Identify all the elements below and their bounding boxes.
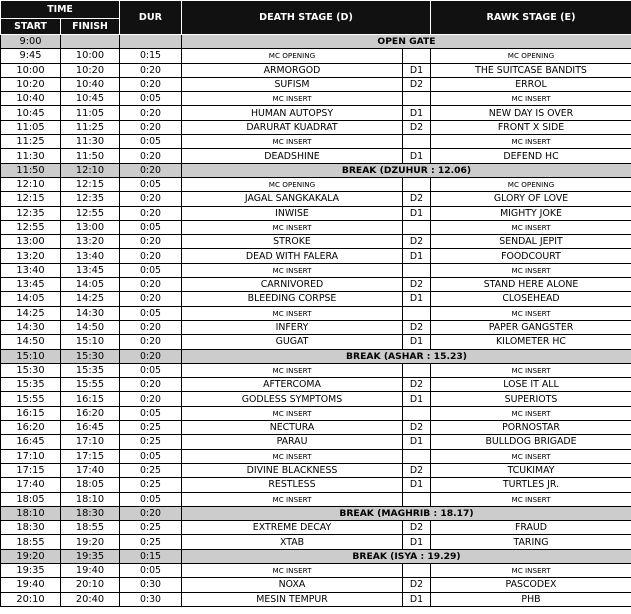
finish-time-cell: 16:20	[61, 406, 120, 420]
stage-slot-cell: D1	[403, 106, 431, 120]
rawk-stage-act-cell: TURTLES JR.	[431, 478, 631, 492]
stage-slot-cell: D2	[403, 278, 431, 292]
finish-time-cell: 16:15	[61, 392, 120, 406]
table-row	[1, 435, 631, 449]
duration-cell: 0:05	[120, 135, 182, 149]
break-label-cell: BREAK (ASHAR : 15.23)	[182, 349, 631, 363]
finish-time-cell: 10:45	[61, 92, 120, 106]
death-stage-act-cell: HUMAN AUTOPSY	[182, 106, 403, 120]
finish-time-cell: 17:15	[61, 449, 120, 463]
stage-slot-cell	[403, 306, 431, 320]
death-stage-act-cell: AFTERCOMA	[182, 378, 403, 392]
finish-time-cell: 14:50	[61, 320, 120, 334]
duration-cell: 0:30	[120, 592, 182, 606]
stage-slot-cell: D2	[403, 192, 431, 206]
start-time-cell: 12:10	[1, 177, 61, 191]
finish-time-cell: 15:35	[61, 363, 120, 377]
rawk-stage-act-cell: PHB	[431, 592, 631, 606]
finish-time-cell: 10:00	[61, 49, 120, 63]
finish-time-cell: 14:05	[61, 278, 120, 292]
rawk-stage-act-cell: MC INSERT	[431, 406, 631, 420]
finish-time-cell: 18:30	[61, 506, 120, 520]
table-row	[1, 592, 631, 606]
table-row	[1, 49, 631, 63]
death-stage-act-cell: MESIN TEMPUR	[182, 592, 403, 606]
finish-time-cell: 18:05	[61, 478, 120, 492]
death-stage-act-cell: SUFISM	[182, 77, 403, 91]
stage-slot-cell: D2	[403, 578, 431, 592]
duration-cell: 0:05	[120, 363, 182, 377]
death-stage-act-cell: INFERY	[182, 320, 403, 334]
finish-time-cell: 11:25	[61, 120, 120, 134]
rawk-stage-act-cell: GLORY OF LOVE	[431, 192, 631, 206]
finish-time-cell: 13:00	[61, 220, 120, 234]
stage-slot-cell: D1	[403, 149, 431, 163]
start-time-cell: 12:15	[1, 192, 61, 206]
start-time-cell: 13:00	[1, 235, 61, 249]
finish-time-cell: 12:15	[61, 177, 120, 191]
start-header: START	[1, 19, 61, 35]
start-time-cell: 14:30	[1, 320, 61, 334]
rawk-stage-act-cell: PAPER GANGSTER	[431, 320, 631, 334]
rawk-stage-act-cell: SUPERIOTS	[431, 392, 631, 406]
table-row	[1, 149, 631, 163]
rawk-stage-act-cell: MC INSERT	[431, 563, 631, 577]
table-row	[1, 563, 631, 577]
rawk-stage-act-cell: CLOSEHEAD	[431, 292, 631, 306]
stage-slot-cell: D1	[403, 63, 431, 77]
death-stage-act-cell: PARAU	[182, 435, 403, 449]
start-time-cell: 20:10	[1, 592, 61, 606]
duration-cell: 0:20	[120, 378, 182, 392]
break-row	[1, 35, 631, 49]
rawk-stage-act-cell: NEW DAY IS OVER	[431, 106, 631, 120]
rawk-stage-act-cell: THE SUITCASE BANDITS	[431, 63, 631, 77]
table-row	[1, 63, 631, 77]
start-time-cell: 16:15	[1, 406, 61, 420]
rawk-stage-act-cell: MC INSERT	[431, 449, 631, 463]
duration-cell: 0:05	[120, 177, 182, 191]
finish-time-cell: 13:45	[61, 263, 120, 277]
start-time-cell: 11:25	[1, 135, 61, 149]
rawk-stage-act-cell: TARING	[431, 535, 631, 549]
start-time-cell: 18:30	[1, 521, 61, 535]
finish-time-cell: 10:20	[61, 63, 120, 77]
duration-cell: 0:05	[120, 563, 182, 577]
stage-slot-cell	[403, 220, 431, 234]
rawk-stage-act-cell: FOODCOURT	[431, 249, 631, 263]
table-row	[1, 106, 631, 120]
death-stage-act-cell: EXTREME DECAY	[182, 521, 403, 535]
duration-cell: 0:20	[120, 192, 182, 206]
finish-time-cell: 17:10	[61, 435, 120, 449]
table-row	[1, 278, 631, 292]
start-time-cell: 19:20	[1, 549, 61, 563]
start-time-cell: 11:50	[1, 163, 61, 177]
death-stage-act-cell: MC INSERT	[182, 492, 403, 506]
death-stage-act-cell: STROKE	[182, 235, 403, 249]
duration-cell: 0:05	[120, 220, 182, 234]
duration-cell: 0:05	[120, 406, 182, 420]
finish-time-cell: 15:30	[61, 349, 120, 363]
death-stage-act-cell: NOXA	[182, 578, 403, 592]
duration-cell: 0:05	[120, 306, 182, 320]
start-time-cell: 18:05	[1, 492, 61, 506]
stage-slot-cell: D1	[403, 435, 431, 449]
start-time-cell: 17:40	[1, 478, 61, 492]
table-row	[1, 406, 631, 420]
rawk-stage-act-cell: TCUKIMAY	[431, 463, 631, 477]
start-time-cell: 10:20	[1, 77, 61, 91]
finish-time-cell: 11:30	[61, 135, 120, 149]
duration-cell: 0:20	[120, 206, 182, 220]
death-stage-act-cell: DEAD WITH FALERA	[182, 249, 403, 263]
start-time-cell: 9:00	[1, 35, 61, 49]
death-stage-act-cell: MC INSERT	[182, 92, 403, 106]
finish-time-cell: 17:40	[61, 463, 120, 477]
finish-time-cell: 20:40	[61, 592, 120, 606]
stage-slot-cell: D2	[403, 521, 431, 535]
finish-time-cell: 14:25	[61, 292, 120, 306]
finish-time-cell: 19:35	[61, 549, 120, 563]
start-time-cell: 16:45	[1, 435, 61, 449]
death-stage-act-cell: DEADSHINE	[182, 149, 403, 163]
table-row	[1, 492, 631, 506]
table-row	[1, 363, 631, 377]
death-stage-act-cell: ARMORGOD	[182, 63, 403, 77]
rawk-stage-act-cell: PORNOSTAR	[431, 421, 631, 435]
death-stage-act-cell: DIVINE BLACKNESS	[182, 463, 403, 477]
duration-cell: 0:20	[120, 149, 182, 163]
death-stage-act-cell: RESTLESS	[182, 478, 403, 492]
death-stage-act-cell: XTAB	[182, 535, 403, 549]
table-row	[1, 449, 631, 463]
finish-time-cell: 11:05	[61, 106, 120, 120]
stage-slot-cell: D1	[403, 249, 431, 263]
table-row	[1, 378, 631, 392]
stage-slot-cell: D1	[403, 292, 431, 306]
start-time-cell: 19:35	[1, 563, 61, 577]
death-stage-act-cell: MC INSERT	[182, 263, 403, 277]
finish-time-cell: 15:10	[61, 335, 120, 349]
stage-slot-cell	[403, 492, 431, 506]
start-time-cell: 18:55	[1, 535, 61, 549]
duration-cell: 0:20	[120, 349, 182, 363]
start-time-cell: 18:10	[1, 506, 61, 520]
start-time-cell: 12:35	[1, 206, 61, 220]
rawk-stage-act-cell: MC INSERT	[431, 220, 631, 234]
duration-cell	[120, 35, 182, 49]
duration-cell: 0:20	[120, 392, 182, 406]
duration-cell: 0:15	[120, 49, 182, 63]
table-row	[1, 177, 631, 191]
duration-cell: 0:25	[120, 535, 182, 549]
death-stage-act-cell: MC INSERT	[182, 220, 403, 234]
rawk-stage-act-cell: MC INSERT	[431, 363, 631, 377]
rawk-stage-act-cell: MC INSERT	[431, 92, 631, 106]
table-row	[1, 235, 631, 249]
finish-time-cell: 13:20	[61, 235, 120, 249]
table-row	[1, 220, 631, 234]
stage-slot-cell	[403, 135, 431, 149]
finish-time-cell: 14:30	[61, 306, 120, 320]
finish-time-cell: 11:50	[61, 149, 120, 163]
break-row	[1, 549, 631, 563]
rawk-stage-act-cell: BULLDOG BRIGADE	[431, 435, 631, 449]
break-label-cell: OPEN GATE	[182, 35, 631, 49]
table-row	[1, 335, 631, 349]
duration-cell: 0:20	[120, 278, 182, 292]
duration-cell: 0:05	[120, 92, 182, 106]
duration-cell: 0:05	[120, 492, 182, 506]
table-row	[1, 320, 631, 334]
finish-time-cell: 10:40	[61, 77, 120, 91]
death-stage-act-cell: MC INSERT	[182, 449, 403, 463]
stage-slot-cell: D2	[403, 320, 431, 334]
break-label-cell: BREAK (MAGHRIB : 18.17)	[182, 506, 631, 520]
stage-slot-cell	[403, 92, 431, 106]
start-time-cell: 9:45	[1, 49, 61, 63]
stage-slot-cell: D1	[403, 206, 431, 220]
rawk-stage-act-cell: DEFEND HC	[431, 149, 631, 163]
duration-cell: 0:05	[120, 263, 182, 277]
stage-slot-cell	[403, 563, 431, 577]
rawk-stage-act-cell: MC INSERT	[431, 263, 631, 277]
stage-slot-cell: D2	[403, 120, 431, 134]
duration-cell: 0:05	[120, 449, 182, 463]
table-row	[1, 206, 631, 220]
death-stage-act-cell: MC INSERT	[182, 363, 403, 377]
table-row	[1, 521, 631, 535]
rawk-stage-act-cell: ERROL	[431, 77, 631, 91]
start-time-cell: 17:15	[1, 463, 61, 477]
stage-slot-cell: D1	[403, 392, 431, 406]
table-row	[1, 192, 631, 206]
start-time-cell: 14:50	[1, 335, 61, 349]
finish-header: FINISH	[61, 19, 120, 35]
table-row	[1, 135, 631, 149]
duration-cell: 0:20	[120, 235, 182, 249]
schedule-header	[1, 1, 631, 35]
rawk-stage-act-cell: SENDAL JEPIT	[431, 235, 631, 249]
stage-slot-cell	[403, 363, 431, 377]
table-row	[1, 249, 631, 263]
finish-time-cell: 12:10	[61, 163, 120, 177]
start-time-cell: 17:10	[1, 449, 61, 463]
start-time-cell: 13:45	[1, 278, 61, 292]
stage-slot-cell: D2	[403, 378, 431, 392]
break-row	[1, 506, 631, 520]
rawk-stage-act-cell: MIGHTY JOKE	[431, 206, 631, 220]
stage-slot-cell	[403, 177, 431, 191]
stage-slot-cell	[403, 263, 431, 277]
rawk-stage-act-cell: MC INSERT	[431, 492, 631, 506]
rawk-stage-act-cell: MC OPENING	[431, 49, 631, 63]
duration-cell: 0:20	[120, 77, 182, 91]
death-stage-act-cell: INWISE	[182, 206, 403, 220]
stage-slot-cell: D2	[403, 77, 431, 91]
death-stage-act-cell: MC INSERT	[182, 135, 403, 149]
death-stage-act-cell: NECTURA	[182, 421, 403, 435]
death-stage-act-cell: GUGAT	[182, 335, 403, 349]
death-stage-act-cell: JAGAL SANGKAKALA	[182, 192, 403, 206]
death-stage-act-cell: MC OPENING	[182, 49, 403, 63]
break-row	[1, 349, 631, 363]
table-row	[1, 463, 631, 477]
rawk-stage-act-cell: KILOMETER HC	[431, 335, 631, 349]
death-stage-act-cell: GODLESS SYMPTOMS	[182, 392, 403, 406]
schedule-body	[1, 35, 631, 607]
finish-time-cell: 16:45	[61, 421, 120, 435]
rawk-stage-act-cell: MC INSERT	[431, 135, 631, 149]
duration-cell: 0:20	[120, 249, 182, 263]
finish-time-cell: 20:10	[61, 578, 120, 592]
stage-slot-cell	[403, 49, 431, 63]
finish-time-cell: 15:55	[61, 378, 120, 392]
stage-slot-cell: D1	[403, 335, 431, 349]
duration-cell: 0:20	[120, 335, 182, 349]
rawk-stage-act-cell: STAND HERE ALONE	[431, 278, 631, 292]
stage-slot-cell: D1	[403, 535, 431, 549]
stage-slot-cell: D2	[403, 235, 431, 249]
start-time-cell: 15:10	[1, 349, 61, 363]
table-row	[1, 392, 631, 406]
table-row	[1, 120, 631, 134]
finish-time-cell: 12:35	[61, 192, 120, 206]
start-time-cell: 12:55	[1, 220, 61, 234]
finish-time-cell: 18:10	[61, 492, 120, 506]
rawk-stage-act-cell: PASCODEX	[431, 578, 631, 592]
table-row	[1, 292, 631, 306]
duration-cell: 0:20	[120, 163, 182, 177]
duration-cell: 0:20	[120, 106, 182, 120]
table-row	[1, 578, 631, 592]
duration-cell: 0:25	[120, 478, 182, 492]
break-label-cell: BREAK (ISYA : 19.29)	[182, 549, 631, 563]
start-time-cell: 13:20	[1, 249, 61, 263]
finish-time-cell: 18:55	[61, 521, 120, 535]
start-time-cell: 11:30	[1, 149, 61, 163]
table-row	[1, 306, 631, 320]
duration-cell: 0:25	[120, 421, 182, 435]
finish-time-cell: 13:40	[61, 249, 120, 263]
stage-slot-cell: D1	[403, 592, 431, 606]
table-row	[1, 92, 631, 106]
start-time-cell: 10:45	[1, 106, 61, 120]
start-time-cell: 16:20	[1, 421, 61, 435]
break-label-cell: BREAK (DZUHUR : 12.06)	[182, 163, 631, 177]
duration-cell: 0:20	[120, 120, 182, 134]
finish-time-cell: 12:55	[61, 206, 120, 220]
duration-cell: 0:25	[120, 521, 182, 535]
duration-cell: 0:25	[120, 435, 182, 449]
rawk-stage-act-cell: MC OPENING	[431, 177, 631, 191]
start-time-cell: 10:40	[1, 92, 61, 106]
duration-cell: 0:25	[120, 463, 182, 477]
rawk-stage-act-cell: MC INSERT	[431, 306, 631, 320]
rawk-stage-act-cell: FRAUD	[431, 521, 631, 535]
death-stage-act-cell: MC INSERT	[182, 406, 403, 420]
death-stage-header: DEATH STAGE (D)	[182, 1, 431, 35]
rawk-stage-act-cell: LOSE IT ALL	[431, 378, 631, 392]
finish-time-cell: 19:20	[61, 535, 120, 549]
table-row	[1, 478, 631, 492]
start-time-cell: 14:05	[1, 292, 61, 306]
table-row	[1, 77, 631, 91]
duration-cell: 0:20	[120, 320, 182, 334]
rawk-stage-act-cell: FRONT X SIDE	[431, 120, 631, 134]
death-stage-act-cell: MC INSERT	[182, 306, 403, 320]
duration-cell: 0:30	[120, 578, 182, 592]
time-header: TIME	[1, 1, 120, 19]
stage-slot-cell: D2	[403, 463, 431, 477]
dur-header: DUR	[120, 1, 182, 35]
death-stage-act-cell: MC INSERT	[182, 563, 403, 577]
table-row	[1, 535, 631, 549]
death-stage-act-cell: MC OPENING	[182, 177, 403, 191]
start-time-cell: 13:40	[1, 263, 61, 277]
duration-cell: 0:20	[120, 63, 182, 77]
finish-time-cell	[61, 35, 120, 49]
break-row	[1, 163, 631, 177]
duration-cell: 0:20	[120, 506, 182, 520]
start-time-cell: 19:40	[1, 578, 61, 592]
finish-time-cell: 19:40	[61, 563, 120, 577]
duration-cell: 0:20	[120, 292, 182, 306]
start-time-cell: 15:35	[1, 378, 61, 392]
start-time-cell: 11:05	[1, 120, 61, 134]
start-time-cell: 15:55	[1, 392, 61, 406]
table-row	[1, 421, 631, 435]
start-time-cell: 15:30	[1, 363, 61, 377]
start-time-cell: 14:25	[1, 306, 61, 320]
death-stage-act-cell: CARNIVORED	[182, 278, 403, 292]
stage-slot-cell: D2	[403, 421, 431, 435]
stage-slot-cell	[403, 406, 431, 420]
death-stage-act-cell: DARURAT KUADRAT	[182, 120, 403, 134]
start-time-cell: 10:00	[1, 63, 61, 77]
rawk-stage-header: RAWK STAGE (E)	[431, 1, 631, 35]
duration-cell: 0:15	[120, 549, 182, 563]
stage-slot-cell	[403, 449, 431, 463]
table-row	[1, 263, 631, 277]
death-stage-act-cell: BLEEDING CORPSE	[182, 292, 403, 306]
stage-slot-cell: D1	[403, 478, 431, 492]
